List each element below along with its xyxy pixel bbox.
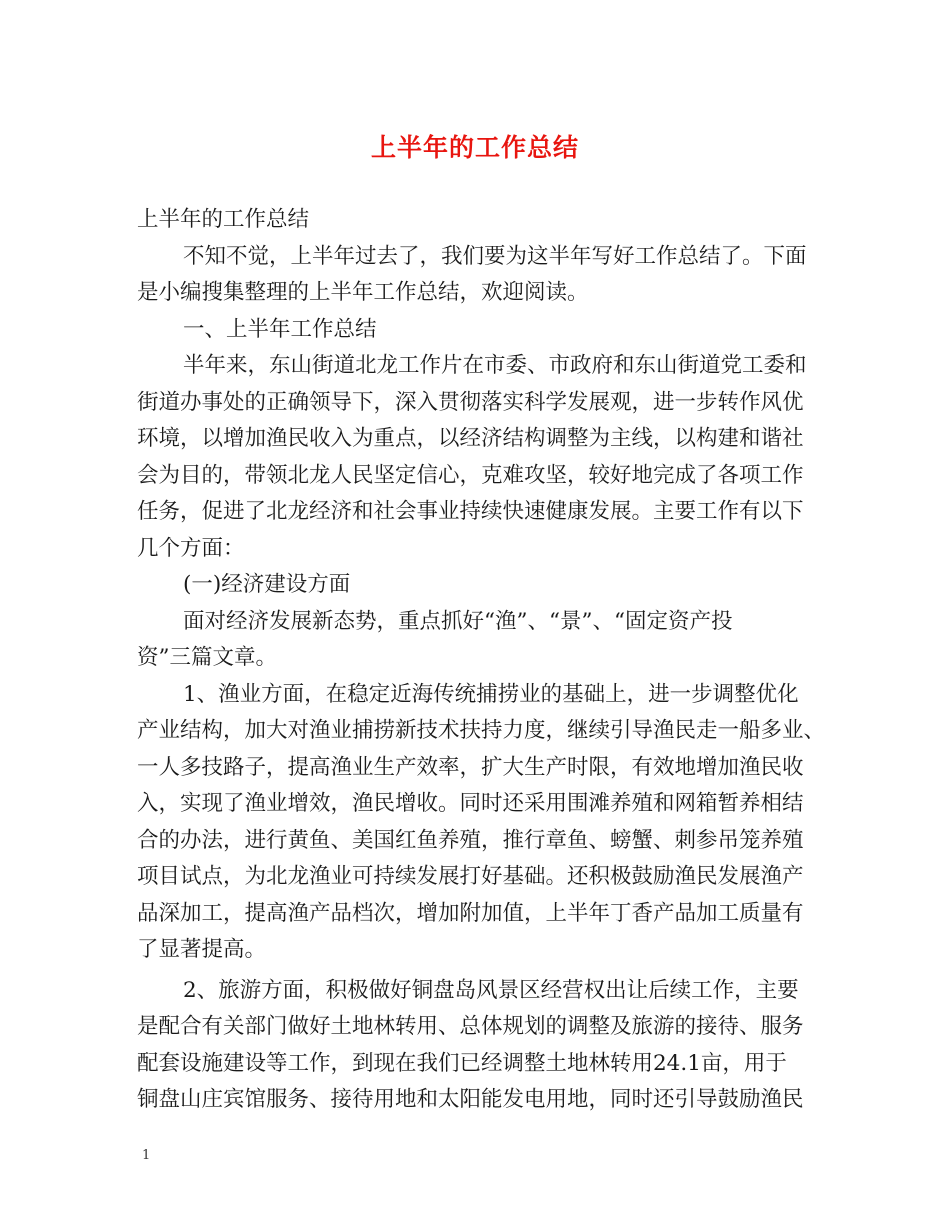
body-line: 上半年的工作总结 xyxy=(137,207,310,232)
body-line: 2、旅游方面，积极做好铜盘岛风景区经营权出让后续工作，主要 xyxy=(183,977,799,1003)
body-line: 入，实现了渔业增效，渔民增收。同时还采用围滩养殖和网箱暂养相结 xyxy=(137,791,804,816)
body-line: 了显著提高。 xyxy=(137,937,267,962)
body-line: 一人多技路子，提高渔业生产效率，扩大生产时限，有效地增加渔民收 xyxy=(137,754,804,780)
body-line: 项目试点，为北龙渔业可持续发展打好基础。还积极鼓励渔民发展渔产 xyxy=(137,864,804,889)
body-line: 1、渔业方面，在稳定近海传统捕捞业的基础上，进一步调整优化 xyxy=(183,681,799,707)
body-line: 街道办事处的正确领导下，深入贯彻落实科学发展观，进一步转作风优 xyxy=(137,389,804,415)
subsection-heading: (一)经济建设方面 xyxy=(183,572,351,597)
body-line: 铜盘山庄宾馆服务、接待用地和太阳能发电用地，同时还引导鼓励渔民 xyxy=(137,1087,804,1112)
document-title: 上半年的工作总结 xyxy=(370,133,579,162)
body-line: 几个方面： xyxy=(137,535,245,561)
body-line: 资”三篇文章。 xyxy=(137,645,277,670)
body-line: 合的办法，进行黄鱼、美国红鱼养殖，推行章鱼、螃蟹、刺参吊笼养殖 xyxy=(137,827,804,853)
section-heading: 一、上半年工作总结 xyxy=(183,316,377,342)
body-line: 产业结构，加大对渔业捕捞新技术扶持力度，继续引导渔民走一船多业、 xyxy=(137,718,826,743)
body-line: 是小编搜集整理的上半年工作总结，欢迎阅读。 xyxy=(137,280,589,305)
page-number: 1 xyxy=(142,1148,151,1163)
body-line: 面对经济发展新态势，重点抓好“渔”、“景”、“固定资产投 xyxy=(183,608,733,634)
body-line: 任务，促进了北龙经济和社会事业持续快速健康发展。主要工作有以下 xyxy=(137,499,804,524)
body-line: 会为目的，带领北龙人民坚定信心，克难攻坚，较好地完成了各项工作 xyxy=(137,462,804,488)
body-line: 环境，以增加渔民收入为重点，以经济结构调整为主线，以构建和谐社 xyxy=(137,426,804,451)
body-line: 不知不觉，上半年过去了，我们要为这半年写好工作总结了。下面 xyxy=(183,243,807,269)
body-line: 半年来，东山街道北龙工作片在市委、市政府和东山街道党工委和 xyxy=(183,353,807,378)
body-line: 是配合有关部门做好土地林转用、总体规划的调整及旅游的接待、服务 xyxy=(137,1014,804,1039)
document-body xyxy=(137,202,826,1119)
body-line: 品深加工，提高渔产品档次，增加附加值，上半年丁香产品加工质量有 xyxy=(137,900,804,926)
body-line: 配套设施建设等工作，到现在我们已经调整土地林转用24.1亩，用于 xyxy=(137,1050,787,1076)
